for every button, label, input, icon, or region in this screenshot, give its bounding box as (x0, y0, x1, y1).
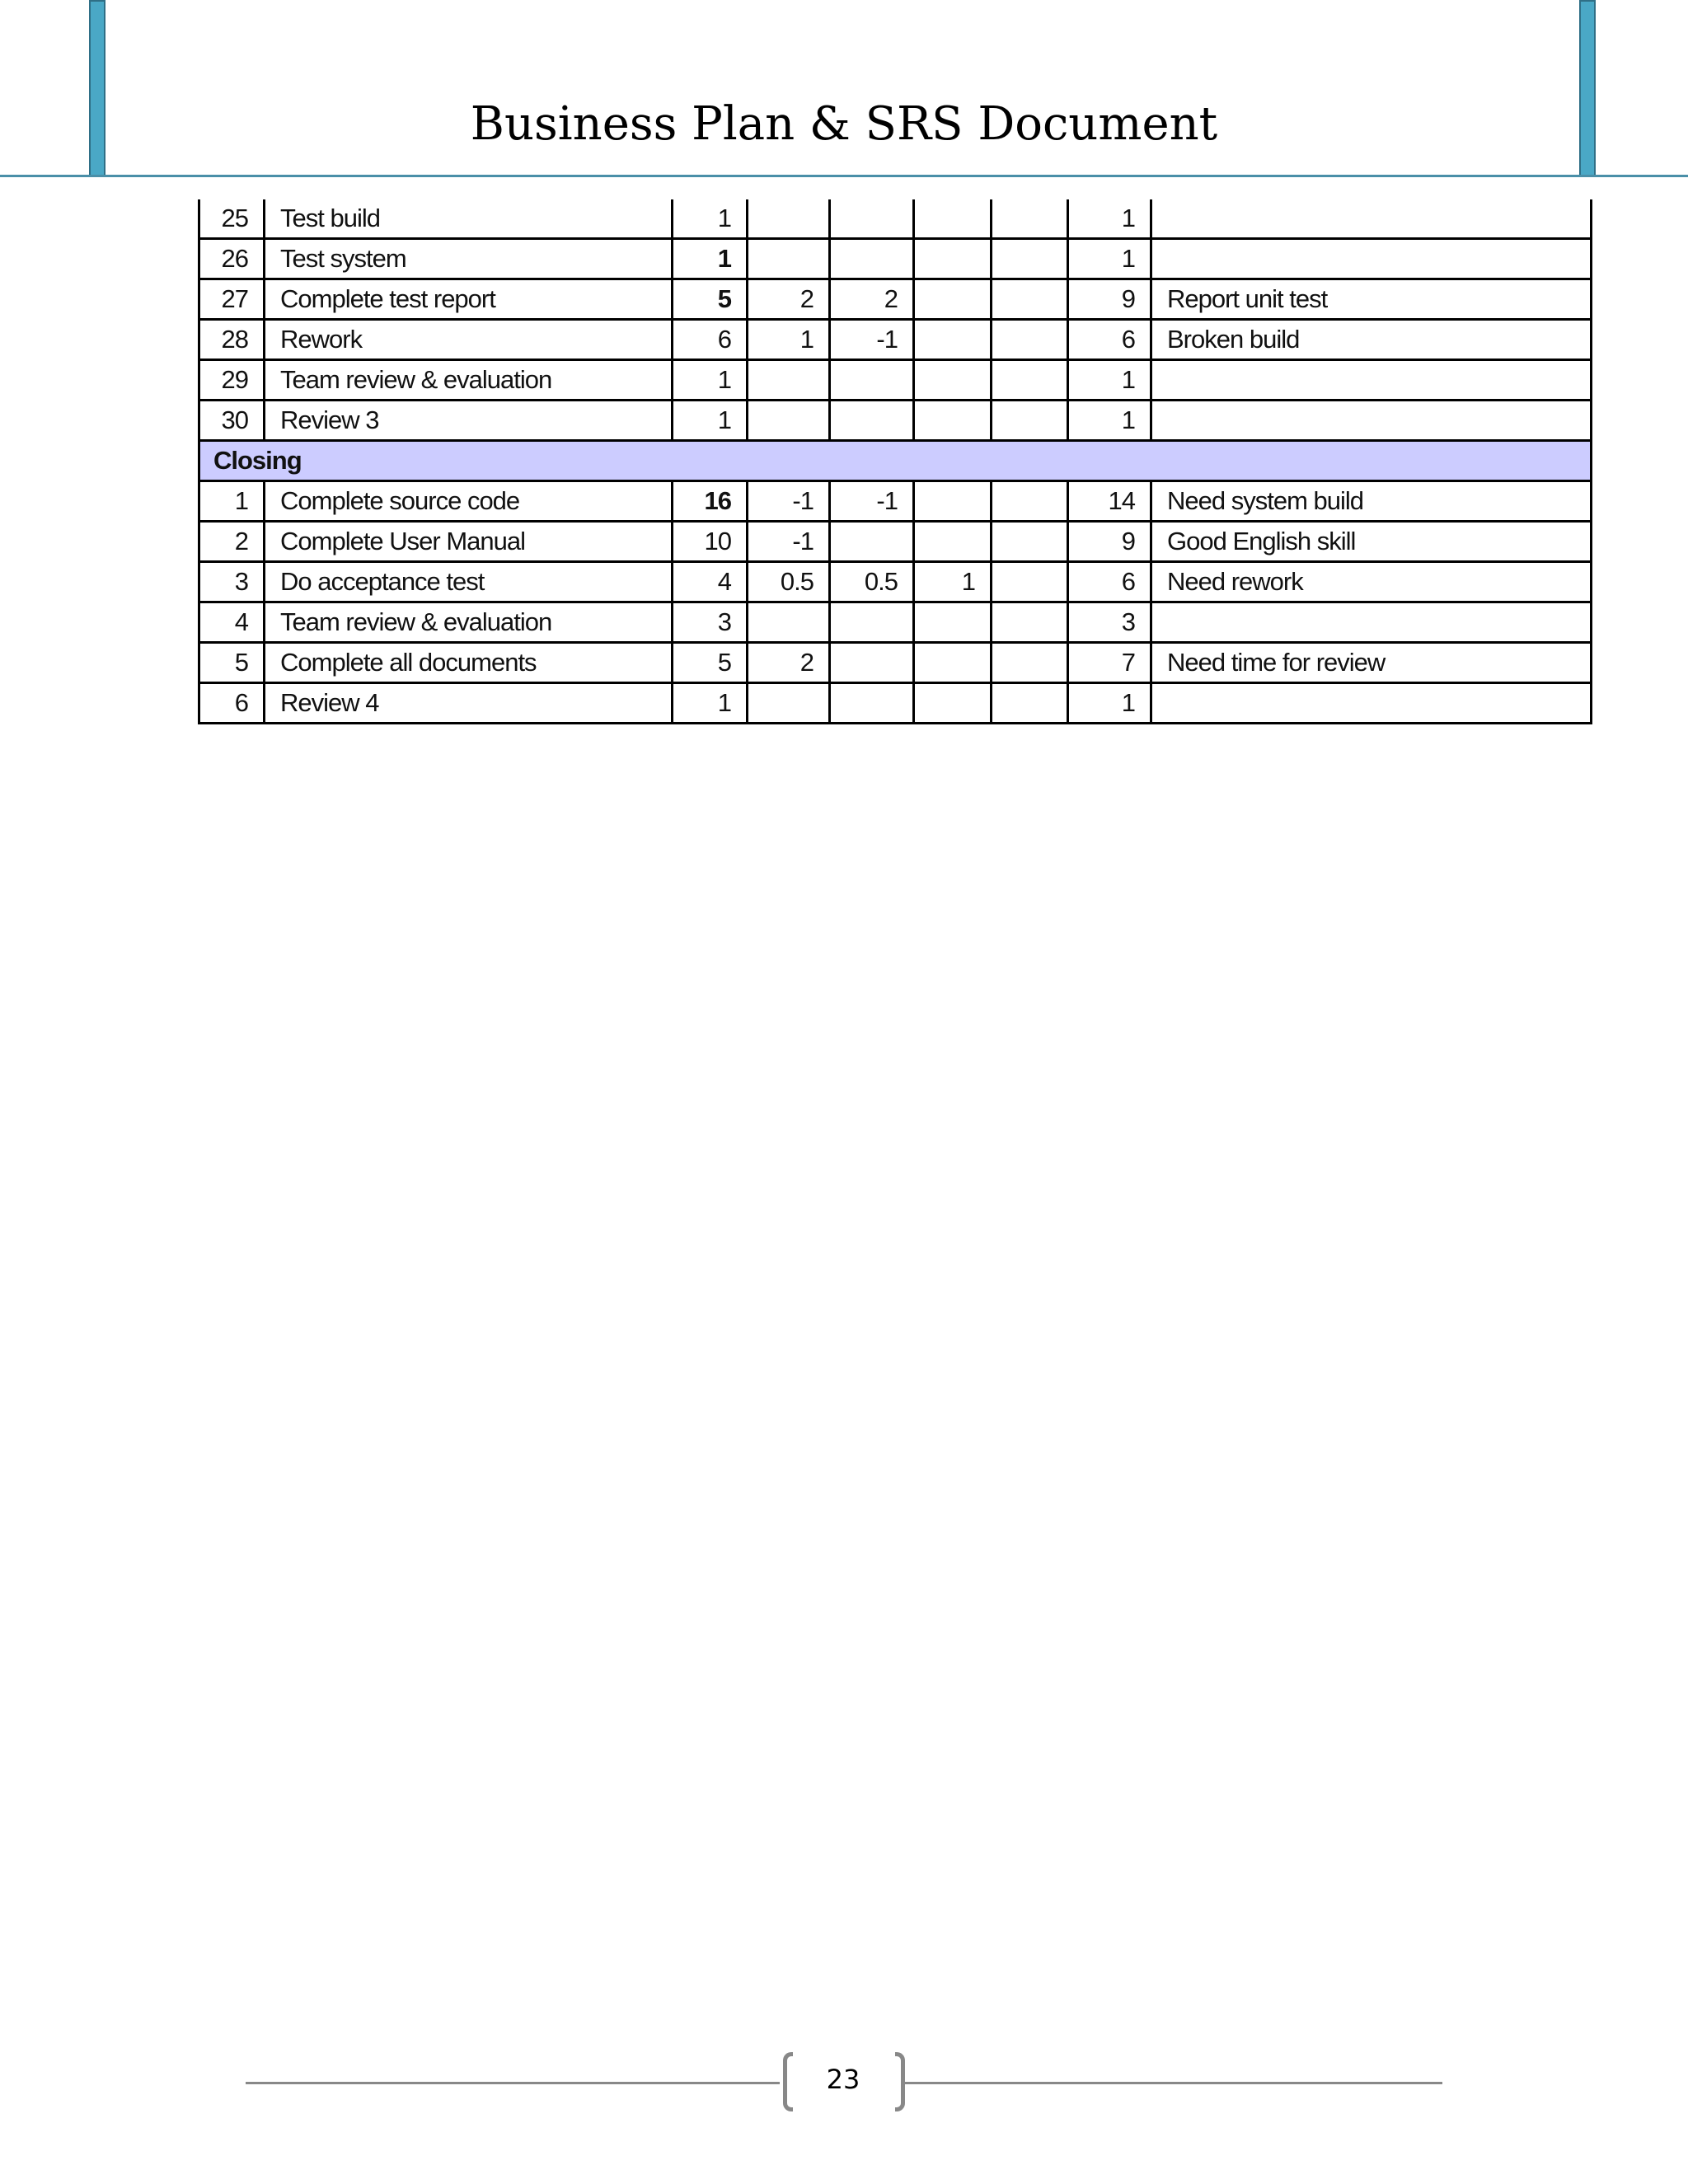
cell-total: 14 (1068, 481, 1151, 522)
table-row (199, 602, 1592, 643)
cell-total: 3 (1068, 602, 1151, 643)
table-row (199, 199, 1592, 239)
table-row (199, 643, 1592, 683)
cell-adjust-1 (748, 199, 830, 239)
schedule-table (198, 199, 1592, 724)
footer-divider-left (246, 2082, 780, 2084)
cell-task: Team review & evaluation (265, 360, 673, 401)
cell-total: 1 (1068, 401, 1151, 441)
cell-task: Rework (265, 320, 673, 360)
cell-total: 1 (1068, 683, 1151, 724)
cell-id: 6 (199, 683, 265, 724)
cell-id: 27 (199, 279, 265, 320)
cell-adjust-1 (748, 683, 830, 724)
cell-adjust-1: 1 (748, 320, 830, 360)
cell-estimate: 16 (673, 481, 748, 522)
cell-adjust-3 (914, 401, 992, 441)
cell-note: Need system build (1151, 481, 1592, 522)
cell-note (1151, 683, 1592, 724)
cell-task: Do acceptance test (265, 562, 673, 602)
cell-adjust-4 (992, 481, 1068, 522)
cell-total: 9 (1068, 279, 1151, 320)
footer-divider-right (905, 2082, 1442, 2084)
cell-id: 29 (199, 360, 265, 401)
table-row (199, 401, 1592, 441)
cell-adjust-4 (992, 360, 1068, 401)
cell-id: 25 (199, 199, 265, 239)
table-row (199, 239, 1592, 279)
cell-adjust-3 (914, 279, 992, 320)
cell-estimate: 6 (673, 320, 748, 360)
cell-id: 30 (199, 401, 265, 441)
header-divider (0, 175, 1688, 177)
cell-adjust-4 (992, 279, 1068, 320)
cell-note: Report unit test (1151, 279, 1592, 320)
table-row (199, 683, 1592, 724)
cell-total: 1 (1068, 239, 1151, 279)
cell-adjust-3: 1 (914, 562, 992, 602)
cell-adjust-2: 0.5 (830, 562, 914, 602)
cell-total: 7 (1068, 643, 1151, 683)
cell-adjust-3 (914, 199, 992, 239)
cell-adjust-1: 2 (748, 643, 830, 683)
cell-note: Need time for review (1151, 643, 1592, 683)
cell-adjust-3 (914, 522, 992, 562)
cell-id: 3 (199, 562, 265, 602)
cell-estimate: 1 (673, 199, 748, 239)
cell-estimate: 1 (673, 360, 748, 401)
cell-adjust-4 (992, 522, 1068, 562)
cell-total: 6 (1068, 320, 1151, 360)
cell-estimate: 5 (673, 279, 748, 320)
cell-task: Test system (265, 239, 673, 279)
cell-note: Need rework (1151, 562, 1592, 602)
cell-id: 2 (199, 522, 265, 562)
cell-estimate: 4 (673, 562, 748, 602)
cell-adjust-2 (830, 401, 914, 441)
cell-adjust-2: -1 (830, 320, 914, 360)
cell-note (1151, 360, 1592, 401)
cell-task: Test build (265, 199, 673, 239)
cell-adjust-2 (830, 643, 914, 683)
cell-note: Broken build (1151, 320, 1592, 360)
table-row (199, 522, 1592, 562)
cell-adjust-1: -1 (748, 522, 830, 562)
cell-adjust-2 (830, 683, 914, 724)
cell-task: Complete test report (265, 279, 673, 320)
page-number: 23 (826, 2064, 860, 2095)
cell-adjust-2 (830, 522, 914, 562)
cell-id: 28 (199, 320, 265, 360)
cell-task: Review 3 (265, 401, 673, 441)
cell-adjust-1 (748, 401, 830, 441)
cell-adjust-1 (748, 602, 830, 643)
cell-adjust-4 (992, 683, 1068, 724)
cell-adjust-1: -1 (748, 481, 830, 522)
table-row (199, 320, 1592, 360)
cell-adjust-2: 2 (830, 279, 914, 320)
cell-task: Team review & evaluation (265, 602, 673, 643)
cell-total: 9 (1068, 522, 1151, 562)
cell-task: Complete source code (265, 481, 673, 522)
cell-adjust-3 (914, 643, 992, 683)
cell-estimate: 3 (673, 602, 748, 643)
cell-adjust-4 (992, 199, 1068, 239)
cell-adjust-3 (914, 360, 992, 401)
cell-id: 4 (199, 602, 265, 643)
cell-id: 1 (199, 481, 265, 522)
cell-total: 1 (1068, 199, 1151, 239)
cell-note (1151, 199, 1592, 239)
cell-total: 6 (1068, 562, 1151, 602)
cell-estimate: 10 (673, 522, 748, 562)
cell-adjust-1 (748, 239, 830, 279)
cell-adjust-3 (914, 481, 992, 522)
table-row (199, 279, 1592, 320)
cell-adjust-3 (914, 320, 992, 360)
cell-adjust-2 (830, 199, 914, 239)
section-label: Closing (199, 441, 1592, 481)
cell-adjust-3 (914, 683, 992, 724)
cell-adjust-4 (992, 562, 1068, 602)
cell-adjust-3 (914, 602, 992, 643)
cell-task: Complete all documents (265, 643, 673, 683)
cell-task: Complete User Manual (265, 522, 673, 562)
table-row (199, 360, 1592, 401)
cell-id: 5 (199, 643, 265, 683)
cell-id: 26 (199, 239, 265, 279)
cell-adjust-4 (992, 643, 1068, 683)
cell-adjust-2 (830, 239, 914, 279)
cell-estimate: 1 (673, 239, 748, 279)
cell-estimate: 1 (673, 401, 748, 441)
cell-estimate: 1 (673, 683, 748, 724)
cell-note (1151, 602, 1592, 643)
cell-adjust-4 (992, 239, 1068, 279)
cell-adjust-2: -1 (830, 481, 914, 522)
cell-note: Good English skill (1151, 522, 1592, 562)
cell-adjust-1: 2 (748, 279, 830, 320)
cell-adjust-4 (992, 320, 1068, 360)
cell-adjust-4 (992, 602, 1068, 643)
cell-adjust-3 (914, 239, 992, 279)
cell-adjust-2 (830, 602, 914, 643)
cell-adjust-1 (748, 360, 830, 401)
cell-note (1151, 239, 1592, 279)
cell-note (1151, 401, 1592, 441)
table-row (199, 481, 1592, 522)
section-header-row (199, 441, 1592, 481)
cell-total: 1 (1068, 360, 1151, 401)
cell-task: Review 4 (265, 683, 673, 724)
document-title: Business Plan & SRS Document (470, 97, 1218, 151)
cell-adjust-4 (992, 401, 1068, 441)
page-number-bracket-right (895, 2052, 905, 2111)
cell-estimate: 5 (673, 643, 748, 683)
cell-adjust-1: 0.5 (748, 562, 830, 602)
table-row (199, 562, 1592, 602)
cell-adjust-2 (830, 360, 914, 401)
